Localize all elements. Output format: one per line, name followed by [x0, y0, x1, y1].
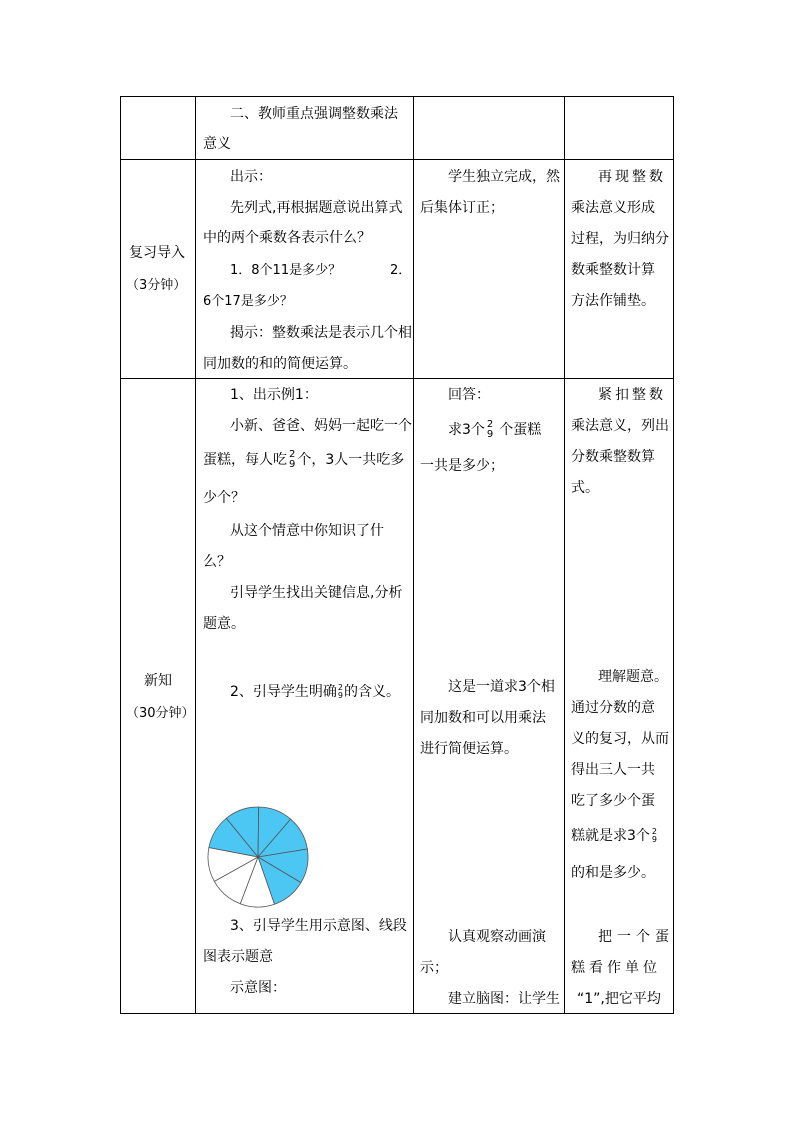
model-line: 建立脑图：让学生: [448, 991, 560, 1007]
fraction-two-ninths: [289, 450, 295, 470]
review-col3-line2: 后集体订正；: [420, 200, 504, 216]
purpose3-line1: 把一个蛋: [598, 929, 674, 945]
fraction-numerator: 2: [289, 449, 296, 460]
review-reveal-line2: 同加数的和的简便运算。: [203, 356, 357, 372]
table-border-top: [120, 96, 674, 97]
purpose2-line6-start: 糕就是求3个: [571, 828, 650, 844]
row1-col2-line2: 意义: [203, 136, 231, 152]
fraction-denominator: 9: [289, 459, 296, 470]
purpose3-line3: “1”,把它平均: [577, 991, 661, 1007]
purpose1-line3: 分数乘整数算: [571, 449, 655, 465]
col-divider-3: [564, 96, 565, 1014]
meaning-line: [230, 682, 400, 702]
diagram-label: 示意图：: [230, 980, 286, 996]
example-title: 1、出示例1：: [230, 387, 318, 403]
col-divider-2: [413, 96, 414, 1014]
fraction-numerator: 2: [486, 419, 494, 430]
answer-line1: [448, 420, 541, 440]
table-border-left: [120, 96, 121, 1014]
example-line2-start: 蛋糕，每人吃: [203, 452, 287, 468]
fraction-denominator: 9: [651, 835, 658, 844]
example-line3: 少个？: [203, 490, 245, 506]
duration-review: （3分钟）: [126, 278, 187, 293]
row-divider-1: [120, 159, 674, 160]
purpose2-line6: [571, 826, 659, 846]
review-col4-line1: 再现整数: [598, 169, 666, 185]
review-col4-line4: 数乘整数计算: [571, 262, 655, 278]
answer-line2: 一共是多少；: [420, 458, 504, 474]
step3-line1: 3、引导学生用示意图、线段: [230, 918, 407, 934]
purpose1-line1: 紧扣整数: [598, 387, 666, 403]
col-divider-1: [195, 96, 196, 1014]
watch-line2: 示；: [420, 960, 448, 976]
example-line1: 小新、爸爸、妈妈一起吃一个: [230, 418, 412, 434]
row-divider-2: [120, 378, 674, 379]
explain-line1: 这是一道求3个相: [448, 679, 555, 695]
fraction-two-ninths-small: [338, 684, 343, 700]
info-line1: 从这个情意中你知识了什: [230, 523, 384, 539]
stage-review: 复习导入: [129, 245, 185, 261]
purpose2-line2: 通过分数的意: [571, 700, 655, 716]
purpose1-line4: 式。: [571, 480, 599, 496]
explain-line3: 进行简便运算。: [420, 741, 518, 757]
answer-label: 回答：: [448, 387, 490, 403]
answer-start: 求3个: [448, 422, 485, 438]
review-question1: 1．8个11是多少？: [230, 263, 342, 278]
review-reveal-line1: 揭示：整数乘法是表示几个相: [230, 325, 412, 341]
fraction-numerator: 2: [651, 827, 658, 836]
explain-line2: 同加数和可以用乘法: [420, 710, 546, 726]
duration-new: （30分钟）: [126, 706, 195, 721]
fraction-denominator: 9: [486, 429, 494, 440]
example-line2-end: 个，3人一共吃多: [297, 452, 405, 468]
fraction-two-ninths-purpose: [652, 828, 657, 844]
watch-line1: 认真观察动画演: [448, 929, 546, 945]
review-task-line2: 中的两个乘数各表示什么？: [203, 230, 371, 246]
review-col4-line2: 乘法意义形成: [571, 200, 655, 216]
table-border-right: [673, 96, 674, 1014]
purpose1-line2: 乘法意义，列出: [571, 418, 669, 434]
review-col4-line5: 方法作铺垫。: [571, 293, 655, 309]
answer-end: 个蛋糕: [499, 422, 542, 438]
fraction-denominator: 9: [337, 691, 344, 700]
review-task-line1: 先列式,再根据题意说出算式: [230, 200, 403, 216]
fraction-two-ninths-answer: [487, 420, 493, 440]
step3-line2: 图表示题意: [203, 949, 273, 965]
purpose2-line7: 的和是多少。: [571, 865, 655, 881]
guide-line2: 题意。: [203, 616, 245, 632]
table-border-bottom: [120, 1013, 674, 1014]
review-question2: 6个17是多少？: [203, 294, 293, 309]
meaning-end: 的含义。: [344, 684, 401, 700]
review-question2-num: 2．: [390, 263, 412, 278]
cake-pie-diagram: [203, 802, 313, 912]
review-col3-line1: 学生独立完成，然: [448, 169, 560, 185]
row1-col2-line1: 二、教师重点强调整数乘法: [230, 106, 398, 122]
example-line2: [203, 450, 404, 470]
meaning-start: 2、引导学生明确: [230, 684, 337, 700]
guide-line1: 引导学生找出关键信息,分析: [230, 585, 403, 601]
purpose2-line1: 理解题意。: [598, 669, 668, 685]
review-col4-line3: 过程，为归纳分: [571, 231, 669, 247]
info-line2: 么？: [203, 554, 231, 570]
purpose2-line3: 义的复习，从而: [571, 731, 669, 747]
review-show-label: 出示：: [230, 169, 272, 185]
stage-new: 新知: [144, 673, 172, 689]
purpose2-line4: 得出三人一共: [571, 762, 655, 778]
fraction-numerator: 2: [337, 683, 344, 692]
purpose3-line2: 糕看作单位: [571, 960, 661, 976]
purpose2-line5: 吃了多少个蛋: [571, 793, 655, 809]
